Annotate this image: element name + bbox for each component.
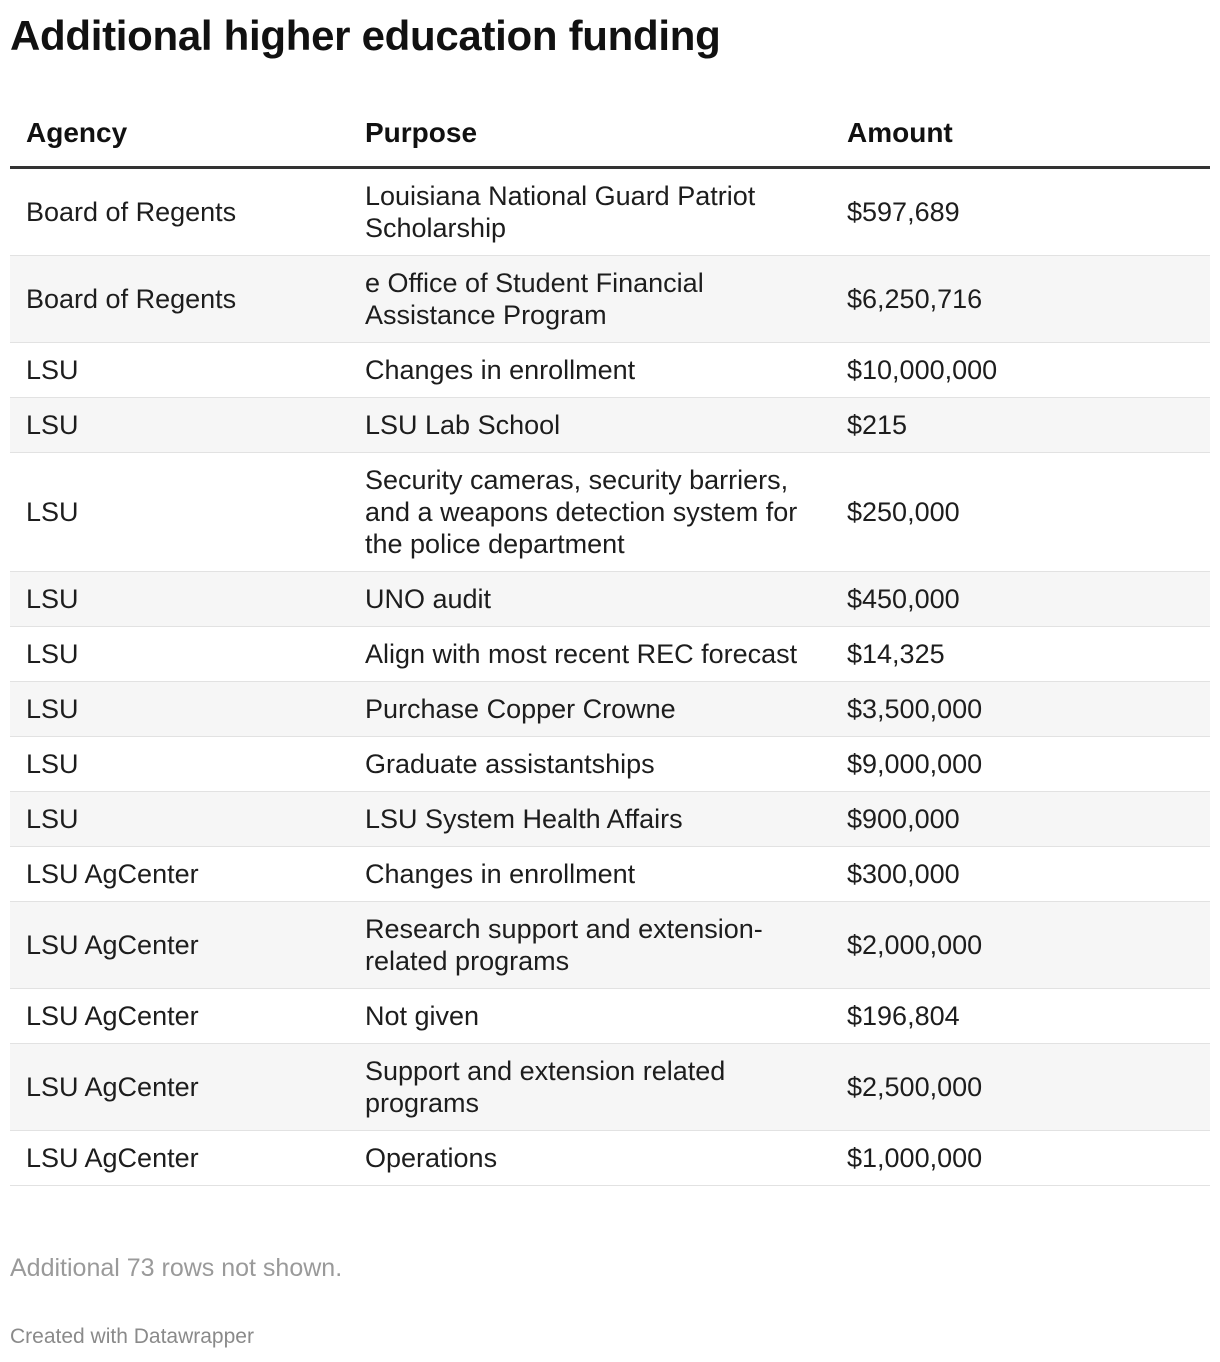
cell-purpose: UNO audit <box>349 571 831 626</box>
cell-amount: $9,000,000 <box>831 736 1210 791</box>
table-row <box>10 901 1210 988</box>
table-row <box>10 1043 1210 1130</box>
credit-link[interactable]: Created with Datawrapper <box>10 1325 254 1348</box>
table-row <box>10 397 1210 452</box>
cell-purpose: Align with most recent REC forecast <box>349 626 831 681</box>
table-row <box>10 736 1210 791</box>
table-row <box>10 626 1210 681</box>
cell-agency: LSU AgCenter <box>10 1043 349 1130</box>
cell-purpose: Graduate assistantships <box>349 736 831 791</box>
cell-agency: LSU <box>10 342 349 397</box>
cell-agency: LSU AgCenter <box>10 1130 349 1185</box>
table-row <box>10 255 1210 342</box>
cell-purpose: LSU Lab School <box>349 397 831 452</box>
column-header-amount[interactable]: Amount <box>831 100 1210 167</box>
cell-agency: LSU <box>10 571 349 626</box>
table-row <box>10 452 1210 571</box>
cell-purpose: Support and extension related programs <box>349 1043 831 1130</box>
cell-amount: $300,000 <box>831 846 1210 901</box>
cell-amount: $14,325 <box>831 626 1210 681</box>
cell-agency: LSU <box>10 736 349 791</box>
cell-purpose: Not given <box>349 988 831 1043</box>
cell-purpose: Changes in enrollment <box>349 846 831 901</box>
cell-agency: Board of Regents <box>10 255 349 342</box>
table-row <box>10 988 1210 1043</box>
table-notes: Additional 73 rows not shown. <box>10 1254 343 1282</box>
cell-amount: $250,000 <box>831 452 1210 571</box>
cell-amount: $1,000,000 <box>831 1130 1210 1185</box>
table-row <box>10 791 1210 846</box>
cell-agency: LSU <box>10 397 349 452</box>
cell-agency: LSU <box>10 791 349 846</box>
cell-amount: $10,000,000 <box>831 342 1210 397</box>
cell-amount: $3,500,000 <box>831 681 1210 736</box>
cell-amount: $196,804 <box>831 988 1210 1043</box>
cell-amount: $215 <box>831 397 1210 452</box>
table-header-row <box>10 100 1210 167</box>
cell-purpose: Changes in enrollment <box>349 342 831 397</box>
table-body <box>10 167 1210 1185</box>
table-row <box>10 1130 1210 1185</box>
cell-amount: $6,250,716 <box>831 255 1210 342</box>
cell-purpose: LSU System Health Affairs <box>349 791 831 846</box>
cell-amount: $2,000,000 <box>831 901 1210 988</box>
table-row <box>10 571 1210 626</box>
page-title: Additional higher education funding <box>10 12 721 59</box>
cell-purpose: e Office of Student Financial Assistance Program <box>349 255 831 342</box>
column-header-purpose[interactable]: Purpose <box>349 100 831 167</box>
table-row <box>10 681 1210 736</box>
cell-agency: LSU AgCenter <box>10 846 349 901</box>
table-row <box>10 167 1210 255</box>
column-header-agency[interactable]: Agency <box>10 100 349 167</box>
cell-amount: $2,500,000 <box>831 1043 1210 1130</box>
cell-agency: LSU AgCenter <box>10 988 349 1043</box>
cell-amount: $450,000 <box>831 571 1210 626</box>
table-row <box>10 342 1210 397</box>
cell-purpose: Operations <box>349 1130 831 1185</box>
cell-purpose: Research support and extension-related programs <box>349 901 831 988</box>
cell-agency: LSU <box>10 681 349 736</box>
cell-agency: LSU <box>10 452 349 571</box>
cell-purpose: Purchase Copper Crowne <box>349 681 831 736</box>
cell-agency: LSU AgCenter <box>10 901 349 988</box>
cell-agency: Board of Regents <box>10 167 349 255</box>
cell-amount: $900,000 <box>831 791 1210 846</box>
cell-purpose: Louisiana National Guard Patriot Scholarship <box>349 167 831 255</box>
table-row <box>10 846 1210 901</box>
cell-amount: $597,689 <box>831 167 1210 255</box>
data-table <box>10 100 1210 1186</box>
cell-purpose: Security cameras, security barriers, and a weapons detection system for the police department <box>349 452 831 571</box>
cell-agency: LSU <box>10 626 349 681</box>
